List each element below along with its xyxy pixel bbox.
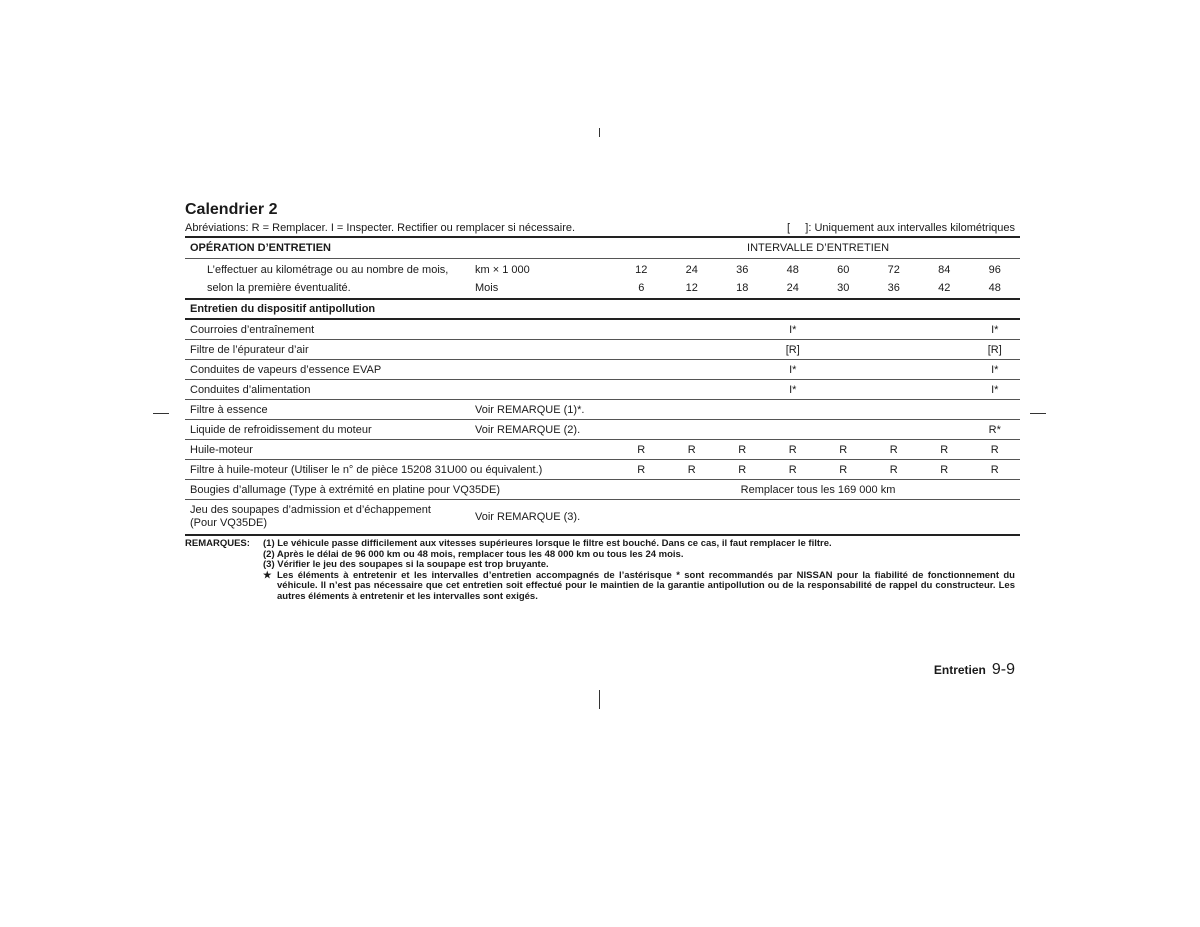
row-label: Huile-moteur — [185, 440, 616, 460]
months-label: Mois — [470, 279, 616, 299]
schedule-cell: I* — [970, 380, 1021, 400]
schedule-cell — [919, 360, 970, 380]
schedule-cell — [919, 380, 970, 400]
schedule-cell: R — [616, 460, 667, 480]
month-value: 30 — [818, 279, 869, 299]
row-note: Voir REMARQUE (2). — [470, 420, 616, 440]
valve-note: Voir REMARQUE (3). — [470, 500, 616, 536]
km-label: km × 1 000 — [475, 264, 530, 276]
month-value: 36 — [869, 279, 920, 299]
schedule-cell — [616, 360, 667, 380]
row-label: Filtre à huile-moteur (Utiliser le n° de pièce 15208 31U00 ou équivalent.) — [185, 460, 616, 480]
km-value: 48 — [786, 264, 799, 276]
schedule-cell: R — [717, 440, 768, 460]
schedule-cell: R — [869, 440, 920, 460]
section-row — [185, 299, 1020, 319]
maintenance-schedule — [185, 200, 1015, 602]
row-label: Conduites de vapeurs d’essence EVAP — [185, 360, 616, 380]
schedule-cell — [919, 420, 970, 440]
schedule-cell — [768, 400, 819, 420]
month-value: 48 — [970, 279, 1021, 299]
schedule-cell: R — [818, 440, 869, 460]
operation-header: OPÉRATION D’ENTRETIEN — [185, 237, 616, 259]
star-note-text: Les éléments à entretenir et les intervalles d’entretien accompagnés de l’astérisque * sont recommandés par NISSAN pour la fiabilité de fonctionnement du véhicule. Il n’est pas nécessaire que cet entretien soit effectué pour le maintien de la garantie antipollution ou de la responsabilité de rappel du constructeur. Les autres éléments à entretenir et les intervalles sont exigés. — [277, 569, 1015, 602]
km-value: 24 — [685, 264, 698, 276]
page-footer — [934, 661, 1015, 679]
schedule-cell — [717, 420, 768, 440]
remark-item: (3) Vérifier le jeu des soupapes si la soupape est trop bruyante. — [263, 559, 549, 570]
schedule-cell — [869, 340, 920, 360]
footer-section: Entretien — [933, 663, 986, 677]
row-label: Filtre de l’épurateur d’air — [185, 340, 616, 360]
schedule-cell — [717, 340, 768, 360]
row-label: Filtre à essence — [185, 400, 470, 420]
table-row — [185, 400, 1020, 420]
schedule-cell — [616, 380, 667, 400]
schedule-cell — [869, 380, 920, 400]
km-value: 12 — [635, 264, 648, 276]
schedule-cell — [869, 319, 920, 340]
schedule-cell — [667, 319, 718, 340]
schedule-cell: R — [919, 460, 970, 480]
schedule-cell: I* — [768, 319, 819, 340]
page-number: 9-9 — [991, 661, 1015, 678]
schedule-cell — [616, 400, 667, 420]
table-row — [185, 319, 1020, 340]
page-title: Calendrier 2 — [185, 201, 278, 218]
km-value: 36 — [736, 264, 749, 276]
crop-mark-left — [153, 413, 169, 414]
schedule-cell: I* — [970, 360, 1021, 380]
schedule-cell: I* — [768, 380, 819, 400]
schedule-cell — [919, 400, 970, 420]
schedule-cell — [616, 340, 667, 360]
valve-label-line2: (Pour VQ35DE) — [190, 517, 268, 529]
schedule-cell: R — [616, 440, 667, 460]
spark-plug-label: Bougies d’allumage (Type à extrémité en platine pour VQ35DE) — [185, 480, 616, 500]
schedule-cell: I* — [970, 319, 1021, 340]
schedule-cell — [869, 360, 920, 380]
remarks-body — [263, 539, 1015, 602]
schedule-cell — [869, 420, 920, 440]
schedule-cell: [R] — [970, 340, 1021, 360]
schedule-cell — [717, 360, 768, 380]
schedule-cell: R — [970, 440, 1021, 460]
table-row — [185, 440, 1020, 460]
schedule-cell — [869, 400, 920, 420]
interval-note-line1: L’effectuer au kilométrage ou au nombre de mois, — [207, 264, 449, 276]
schedule-cell — [818, 380, 869, 400]
remark-item: (2) Après le délai de 96 000 km ou 48 mois, remplacer tous les 48 000 km ou tous les 24 mois. — [263, 548, 684, 560]
schedule-cell — [616, 420, 667, 440]
month-value: 24 — [768, 279, 819, 299]
schedule-cell — [717, 380, 768, 400]
table-row — [185, 460, 1020, 480]
interval-header: INTERVALLE D’ENTRETIEN — [616, 237, 1020, 259]
schedule-cell: R — [768, 460, 819, 480]
schedule-cell — [919, 319, 970, 340]
table-header-row — [185, 237, 1020, 259]
remark-item: (1) Le véhicule passe difficilement aux vitesses supérieures lorsque le filtre est bouché. Dans ce cas, il faut remplacer le filtre. — [263, 538, 832, 549]
schedule-cell — [818, 319, 869, 340]
row-label: Courroies d’entraînement — [185, 319, 616, 340]
schedule-cell — [667, 380, 718, 400]
schedule-cell — [919, 340, 970, 360]
km-value: 72 — [887, 264, 900, 276]
km-value: 60 — [837, 264, 850, 276]
row-label: Liquide de refroidissement du moteur — [185, 420, 470, 440]
schedule-cell: [R] — [768, 340, 819, 360]
schedule-cell: R — [919, 440, 970, 460]
month-value: 6 — [616, 279, 667, 299]
legend-line — [185, 222, 1015, 236]
spark-plug-row — [185, 480, 1020, 500]
schedule-cell — [970, 400, 1021, 420]
month-value: 12 — [667, 279, 718, 299]
schedule-cell — [616, 319, 667, 340]
schedule-cell — [717, 319, 768, 340]
schedule-cell: R — [667, 440, 718, 460]
star-note — [263, 571, 1015, 603]
crop-mark-top — [599, 128, 600, 137]
schedule-cell: R* — [970, 420, 1021, 440]
table-row — [185, 380, 1020, 400]
maintenance-table — [185, 236, 1020, 536]
schedule-cell: R — [869, 460, 920, 480]
schedule-cell — [667, 340, 718, 360]
valve-empty-cells — [616, 500, 1020, 536]
km-value: 84 — [938, 264, 951, 276]
row-label: Conduites d’alimentation — [185, 380, 616, 400]
star-icon: ★ — [263, 569, 272, 581]
schedule-cell: R — [667, 460, 718, 480]
schedule-cell — [667, 360, 718, 380]
km-value: 96 — [988, 264, 1001, 276]
schedule-cell — [818, 420, 869, 440]
schedule-cell — [818, 400, 869, 420]
bracket-legend: [ ]: Uniquement aux intervalles kilométriques — [786, 222, 1015, 234]
schedule-cell — [768, 420, 819, 440]
remarks-label: REMARQUES: — [185, 538, 250, 549]
valve-row — [185, 500, 1020, 536]
schedule-cell: I* — [768, 360, 819, 380]
valve-label — [185, 500, 470, 536]
crop-mark-bottom — [599, 690, 600, 709]
schedule-cell — [818, 340, 869, 360]
schedule-cell: R — [768, 440, 819, 460]
table-row — [185, 420, 1020, 440]
table-row — [185, 340, 1020, 360]
section-title: Entretien du dispositif antipollution — [185, 299, 1020, 319]
remarks-block — [185, 539, 1015, 602]
month-value: 18 — [717, 279, 768, 299]
schedule-cell — [667, 400, 718, 420]
valve-label-line1: Jeu des soupapes d’admission et d’échappement — [190, 504, 431, 516]
schedule-cell — [667, 420, 718, 440]
spark-plug-interval: Remplacer tous les 169 000 km — [616, 480, 1020, 500]
abbreviations-text: Abréviations: R = Remplacer. I = Inspecter. Rectifier ou remplacer si nécessaire. — [185, 222, 576, 234]
month-value: 42 — [919, 279, 970, 299]
schedule-cell: R — [970, 460, 1021, 480]
months-row — [185, 279, 1020, 299]
table-row — [185, 360, 1020, 380]
schedule-cell: R — [818, 460, 869, 480]
interval-note-line2: selon la première éventualité. — [185, 279, 470, 299]
schedule-cell — [818, 360, 869, 380]
schedule-cell — [717, 400, 768, 420]
crop-mark-right — [1030, 413, 1046, 414]
row-note: Voir REMARQUE (1)*. — [470, 400, 616, 420]
km-row — [185, 259, 1020, 280]
schedule-cell: R — [717, 460, 768, 480]
